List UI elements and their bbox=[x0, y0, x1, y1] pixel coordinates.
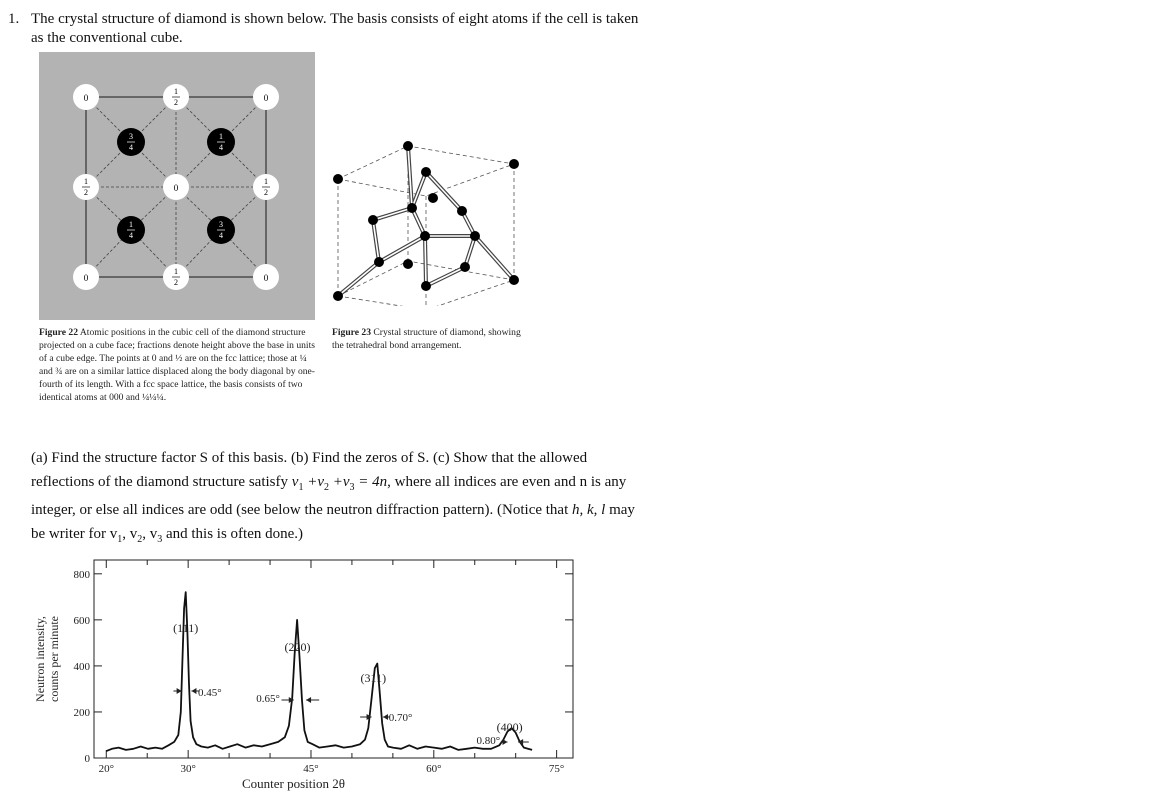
hkl-text: h, k, l bbox=[572, 502, 606, 518]
svg-text:4: 4 bbox=[129, 143, 133, 152]
width-arrowhead-right bbox=[191, 688, 196, 694]
y-tick-label: 200 bbox=[73, 706, 90, 719]
svg-text:1: 1 bbox=[219, 132, 223, 141]
svg-text:0: 0 bbox=[83, 273, 89, 283]
svg-text:1: 1 bbox=[174, 87, 178, 96]
atom-three-quarter-br bbox=[207, 216, 235, 244]
x-tick-label: 30° bbox=[180, 763, 196, 775]
problem-intro: The crystal structure of diamond is shown below. The basis consists of eight atoms if the cell is taken as the conventional cube. bbox=[31, 11, 639, 46]
svg-text:0: 0 bbox=[263, 273, 269, 283]
neutron-diffraction-chart bbox=[28, 548, 598, 794]
atom-corner-br bbox=[253, 264, 279, 290]
peak-label: (111) bbox=[173, 621, 199, 635]
svg-text:3: 3 bbox=[129, 132, 133, 141]
atom-edge-right bbox=[253, 174, 279, 200]
atom-corner-tl bbox=[73, 84, 99, 110]
x-tick-label: 20° bbox=[98, 763, 114, 775]
svg-text:1: 1 bbox=[174, 267, 178, 276]
peak-label: (400) bbox=[496, 720, 523, 734]
atom-three-quarter-tl bbox=[117, 128, 145, 156]
y-tick-label: 400 bbox=[73, 660, 90, 673]
atom-edge-bottom bbox=[163, 264, 189, 290]
svg-text:0: 0 bbox=[173, 183, 179, 193]
x-tick-label: 45° bbox=[303, 763, 319, 775]
question-paragraph: (a) Find the structure factor S of this basis. (b) Find the zeros of S. (c) Show that the allowed reflections of the diamond structure satisfy $v_1 +v_2 +v_3 = 4n$, where all indices are even and n is any integer, or else all indices are odd (see below the neutron diffraction pattern). (Notice that h, k, l may be writer for $v_1$, $v_2$, $v_3$ and this is often done.) bbox=[31, 450, 635, 545]
y-tick-label: 0 bbox=[84, 753, 90, 765]
svg-text:4: 4 bbox=[129, 231, 133, 240]
figure-22-caption-text: Atomic positions in the cubic cell of the diamond structure projected on a cube face; fractions denote height above the base in units of a cube edge. The points at 0 and ½ are on the fcc lattice; those at ¼ and ¾ are on a similar lattice displaced along the body diagonal by one-fourth of its length. With a fcc space lattice, the basis consists of two identical atoms at 000 and ¼¼¼. bbox=[39, 327, 315, 403]
peak-width-label: 0.45° bbox=[197, 687, 222, 699]
peak-width-label: 0.80° bbox=[476, 735, 501, 747]
atom-center bbox=[163, 174, 189, 200]
width-arrowhead-right bbox=[306, 697, 311, 703]
x-tick-label: 75° bbox=[548, 763, 565, 775]
svg-text:4: 4 bbox=[219, 143, 223, 152]
peak-width-label: 0.65° bbox=[256, 693, 280, 705]
svg-text:1: 1 bbox=[264, 177, 268, 186]
width-arrowhead-left bbox=[502, 739, 507, 745]
peak-label: (220) bbox=[284, 640, 311, 654]
atom-one-quarter-bl bbox=[117, 216, 145, 244]
svg-text:2: 2 bbox=[264, 188, 268, 197]
figure-22-caption bbox=[39, 326, 315, 404]
svg-text:0: 0 bbox=[83, 93, 89, 103]
peak-label: (311) bbox=[360, 671, 387, 685]
figure-23-caption bbox=[332, 326, 532, 352]
svg-text:1: 1 bbox=[84, 177, 88, 186]
equation: $v_1 +v_2 +v_3 = 4n$ bbox=[291, 473, 388, 493]
figure-23-diagram bbox=[328, 136, 528, 306]
peak-width-label: 0.70° bbox=[388, 712, 413, 724]
atom-one-quarter-tr bbox=[207, 128, 235, 156]
atom-corner-bl bbox=[73, 264, 99, 290]
svg-text:2: 2 bbox=[84, 188, 88, 197]
atom-corner-tr bbox=[253, 84, 279, 110]
x-axis-label: Counter position 2θ bbox=[241, 776, 346, 791]
y-tick-label: 600 bbox=[73, 614, 90, 627]
figure-23-caption-text: Crystal structure of diamond, showing the tetrahedral bond arrangement. bbox=[332, 327, 521, 351]
diffraction-curve bbox=[106, 592, 532, 751]
svg-text:2: 2 bbox=[174, 98, 178, 107]
width-arrowhead-right bbox=[383, 714, 388, 720]
svg-text:1: 1 bbox=[129, 220, 133, 229]
svg-text:2: 2 bbox=[174, 278, 178, 287]
atom-edge-top bbox=[163, 84, 189, 110]
question-text: (a) Find the structure factor S of this basis. (b) Find the zeros of S. (c) Show that the allowed reflections of the diamond structure satisfy bbox=[31, 450, 588, 490]
atom-edge-left bbox=[73, 174, 99, 200]
figure-23-label: Figure 23 bbox=[332, 327, 371, 338]
svg-text:0: 0 bbox=[263, 93, 269, 103]
y-axis-label-line2: counts per minute bbox=[47, 616, 61, 702]
svg-text:4: 4 bbox=[219, 231, 223, 240]
y-axis-label-line1: Neutron intensity, bbox=[33, 616, 47, 702]
problem-number: 1. bbox=[8, 11, 20, 27]
figure-22-label: Figure 22 bbox=[39, 327, 78, 338]
y-tick-label: 800 bbox=[73, 568, 90, 581]
figure-22-diagram bbox=[39, 52, 315, 320]
svg-text:3: 3 bbox=[219, 220, 223, 229]
x-tick-label: 60° bbox=[426, 763, 442, 775]
